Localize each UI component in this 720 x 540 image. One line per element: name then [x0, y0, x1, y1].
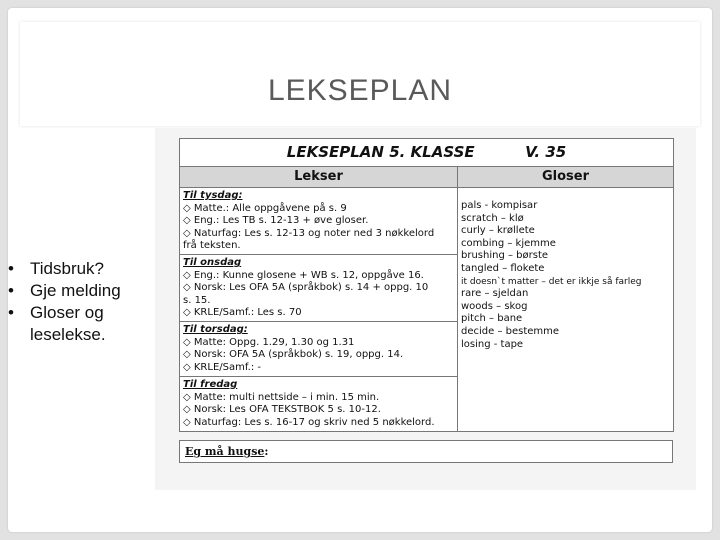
bullet-list	[8, 258, 158, 346]
day-line: ◇ Norsk: OFA 5A (språkbok) s. 19, oppg. 14.	[183, 349, 404, 360]
sheet-heading-title: LEKSEPLAN 5. KLASSE	[286, 143, 475, 161]
day-line: ◇ KRLE/Samf.: Les s. 70	[183, 307, 302, 318]
glose-item: it doesn`t matter – det er ikkje så farleg	[461, 276, 642, 287]
glose-item: brushing – børste	[461, 250, 549, 262]
glose-item: pitch – bane	[461, 313, 523, 325]
glose-item: combing – kjemme	[461, 237, 556, 249]
glose-item: curly – krøllete	[461, 225, 535, 237]
glose-item: pals - kompisar	[461, 200, 538, 211]
day-line: ◇ Eng.: Kunne glosene + WB s. 12, oppgåve 16.	[183, 269, 424, 281]
bullet-text: Tidsbruk?	[30, 259, 105, 278]
bullet-item	[8, 302, 158, 346]
day-title: Til fredag	[183, 379, 238, 390]
slide-title: LEKSEPLAN	[267, 74, 453, 107]
day-cell-torsdag	[180, 322, 458, 377]
title-band	[20, 22, 700, 126]
day-title: Til torsdag:	[183, 324, 248, 335]
column-header-lekser: Lekser	[180, 167, 458, 188]
day-line: ◇ Norsk: Les OFA TEKSTBOK 5 s. 10-12.	[183, 404, 381, 415]
glose-item: losing - tape	[461, 338, 524, 350]
column-header-gloser: Gloser	[458, 167, 674, 188]
bullet-dot-icon: •	[8, 259, 14, 278]
glose-item: tangled – flokete	[461, 262, 545, 274]
day-line: ◇ Norsk: Les OFA 5A (språkbok) s. 14 + oppg. 10	[183, 282, 429, 293]
bullet-dot-icon: •	[8, 281, 14, 300]
glose-item: rare – sjeldan	[461, 288, 529, 300]
day-cell-onsdag	[180, 255, 458, 322]
gloser-list	[458, 188, 674, 432]
day-line: ◇ Matte.: Alle oppgåvene på s. 9	[183, 202, 347, 214]
bullet-text: Gloser og leselekse.	[30, 303, 106, 344]
day-title: Til onsdag	[183, 257, 242, 268]
homework-document-image	[155, 128, 696, 490]
remember-box	[179, 440, 673, 463]
bullet-item	[8, 280, 158, 302]
day-cell-tysdag	[180, 188, 458, 255]
homework-sheet	[179, 138, 673, 463]
day-title: Til tysdag:	[183, 190, 243, 201]
day-line: frå teksten.	[183, 240, 241, 251]
day-line: s. 15.	[183, 294, 211, 306]
day-line: ◇ Eng.: Les TB s. 12-13 + øve gloser.	[183, 215, 369, 226]
glose-item: decide – bestemme	[461, 325, 560, 337]
day-line: ◇ Matte: multi nettside – i min. 15 min.	[183, 391, 380, 403]
bullet-item	[8, 258, 158, 280]
sheet-heading	[180, 139, 674, 167]
day-line: ◇ Naturfag: Les s. 12-13 og noter ned 3 nøkkelord	[183, 227, 435, 239]
glose-item: scratch – klø	[461, 212, 524, 224]
bullet-dot-icon: •	[8, 303, 14, 322]
day-line: ◇ Naturfag: Les s. 16-17 og skriv ned 5 nøkkelord.	[183, 416, 435, 428]
remember-colon: :	[264, 445, 269, 458]
glose-item: woods – skog	[461, 300, 528, 312]
remember-label: Eg må hugse	[185, 445, 265, 458]
bullet-text: Gje melding	[30, 281, 121, 300]
day-cell-fredag	[180, 377, 458, 432]
homework-table	[179, 138, 674, 432]
day-line: ◇ Matte: Oppg. 1.29, 1.30 og 1.31	[183, 336, 355, 348]
sheet-heading-week: V. 35	[525, 143, 567, 161]
day-line: ◇ KRLE/Samf.: -	[183, 361, 261, 373]
